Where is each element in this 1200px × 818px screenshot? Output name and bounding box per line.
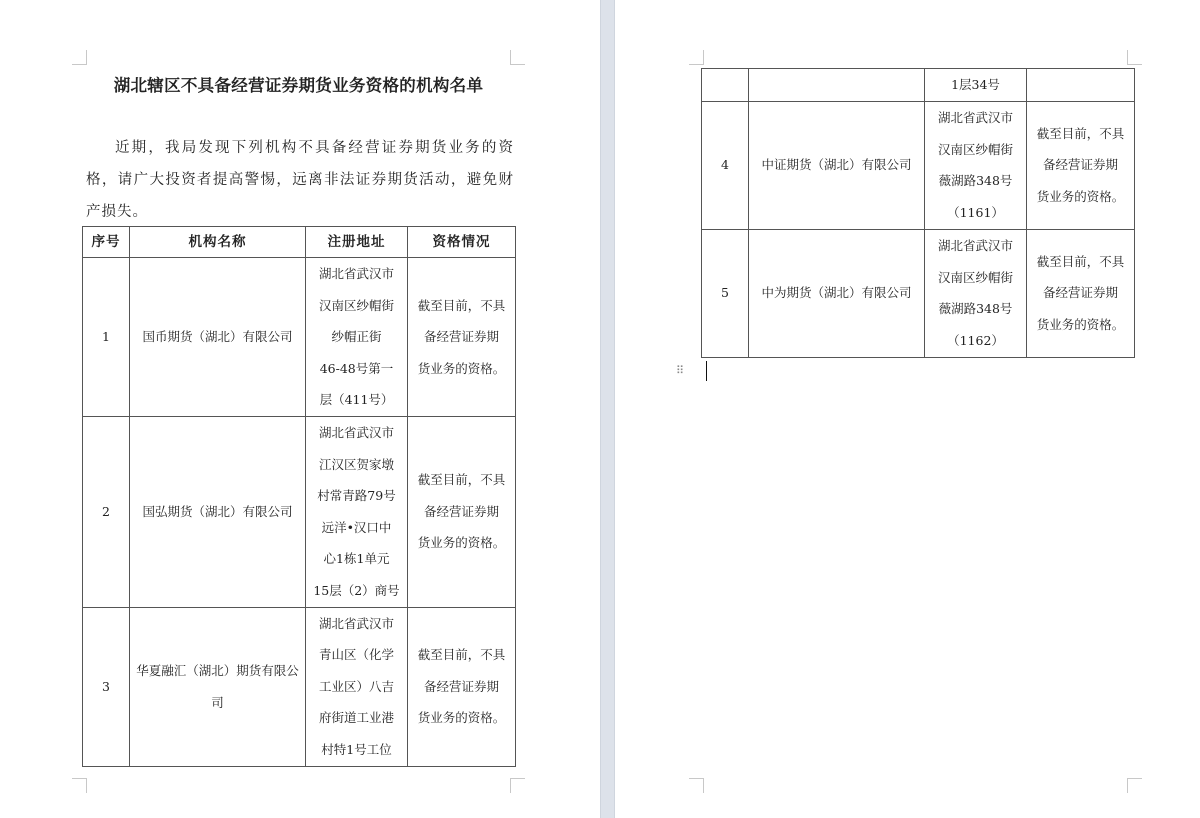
row-serial: 4 <box>702 101 749 229</box>
qualification-status <box>1027 101 1135 229</box>
drag-handle-icon[interactable]: ⠿ <box>676 364 685 377</box>
crop-mark-icon <box>72 778 87 793</box>
address-line: 46-48号第一 <box>319 360 394 376</box>
institution-name: 中证期货（湖北）有限公司 <box>749 101 925 229</box>
qualification-status <box>1027 229 1135 357</box>
institution-table-continued <box>701 68 1135 358</box>
address-line: 1层34号 <box>951 77 1000 92</box>
crop-mark-icon <box>1127 50 1142 65</box>
registered-address <box>306 607 408 766</box>
institution-name <box>749 69 925 102</box>
status-line: 备经营证券期 <box>1042 157 1118 173</box>
status-line: 备经营证券期 <box>423 678 499 694</box>
crop-mark-icon <box>72 50 87 65</box>
status-line: 截至目前，不具 <box>1036 253 1125 269</box>
status-line: 货业务的资格。 <box>1036 188 1125 204</box>
qualification-status <box>408 607 516 766</box>
qualification-status <box>408 258 516 417</box>
address-line: 湖北省武汉市 <box>937 110 1013 125</box>
row-serial: 5 <box>702 229 749 357</box>
address-line: 湖北省武汉市 <box>318 615 394 631</box>
crop-mark-icon <box>689 50 704 65</box>
table-row <box>702 101 1135 229</box>
registered-address <box>925 229 1027 357</box>
status-line: 截至目前，不具 <box>417 297 506 313</box>
address-line: 远洋•汉口中 <box>321 519 392 535</box>
crop-mark-icon <box>689 778 704 793</box>
page-gutter <box>600 0 615 818</box>
institution-name: 华夏融汇（湖北）期货有限公司 <box>130 607 306 766</box>
status-line: 备经营证券期 <box>423 503 499 519</box>
table-row-continued <box>702 69 1135 102</box>
row-serial: 2 <box>83 416 130 607</box>
header-serial: 序号 <box>83 227 130 258</box>
table-row <box>83 607 516 766</box>
status-line: 截至目前，不具 <box>417 472 506 488</box>
row-serial: 1 <box>83 258 130 417</box>
intro-paragraph: 近期，我局发现下列机构不具备经营证券期货业务的资格，请广大投资者提高警惕，远离非法证券期货活动，避免财产损失。 <box>86 140 514 220</box>
status-line: 货业务的资格。 <box>417 710 506 726</box>
institution-table <box>82 226 516 767</box>
address-line: 薇湖路348号 <box>938 173 1013 188</box>
document-title: 湖北辖区不具备经营证券期货业务资格的机构名单 <box>113 76 484 95</box>
crop-mark-icon <box>510 778 525 793</box>
address-line: 湖北省武汉市 <box>318 425 394 440</box>
address-line: 层（411号） <box>319 392 394 407</box>
table-row <box>83 416 516 607</box>
text-cursor <box>706 361 707 381</box>
row-serial: 3 <box>83 607 130 766</box>
registered-address <box>306 258 408 417</box>
table-row <box>702 229 1135 357</box>
table-row <box>83 258 516 417</box>
header-qualification: 资格情况 <box>408 227 516 258</box>
registered-address <box>306 416 408 607</box>
address-line: 青山区（化学 <box>318 647 394 663</box>
status-line: 备经营证券期 <box>1042 285 1118 301</box>
status-line: 货业务的资格。 <box>417 360 506 376</box>
address-line: 心1栋1单元 <box>323 551 390 566</box>
address-line: 汉南区纱帽街 <box>937 141 1013 157</box>
address-line: 村常青路79号 <box>317 488 396 503</box>
status-line: 备经营证券期 <box>423 329 499 344</box>
header-institution-name: 机构名称 <box>130 227 306 258</box>
address-line: 纱帽正街 <box>331 329 382 344</box>
row-serial <box>702 69 749 102</box>
address-line: 湖北省武汉市 <box>937 238 1013 253</box>
status-line: 截至目前，不具 <box>1036 125 1125 141</box>
status-line: 截至目前，不具 <box>417 647 506 663</box>
address-line: （1162） <box>947 332 1004 348</box>
crop-mark-icon <box>1127 778 1142 793</box>
address-line: （1161） <box>947 204 1004 220</box>
address-line: 薇湖路348号 <box>938 301 1013 316</box>
registered-address <box>925 69 1027 102</box>
status-line: 货业务的资格。 <box>1036 316 1125 332</box>
address-line: 村特1号工位 <box>321 741 392 757</box>
registered-address <box>925 101 1027 229</box>
address-line: 府街道工业港 <box>318 710 394 726</box>
institution-name: 国弘期货（湖北）有限公司 <box>130 416 306 607</box>
address-line: 江汉区贺家墩 <box>318 456 394 472</box>
address-line: 15层（2）商号 <box>313 582 400 598</box>
institution-name: 国币期货（湖北）有限公司 <box>130 258 306 417</box>
address-line: 工业区）八吉 <box>318 678 394 694</box>
table-header-row <box>83 227 516 258</box>
address-line: 汉南区纱帽街 <box>318 297 394 313</box>
crop-mark-icon <box>510 50 525 65</box>
qualification-status <box>408 416 516 607</box>
address-line: 汉南区纱帽街 <box>937 269 1013 285</box>
header-registered-address: 注册地址 <box>306 227 408 258</box>
status-line: 货业务的资格。 <box>417 535 506 551</box>
qualification-status <box>1027 69 1135 102</box>
address-line: 湖北省武汉市 <box>318 266 394 281</box>
institution-name: 中为期货（湖北）有限公司 <box>749 229 925 357</box>
